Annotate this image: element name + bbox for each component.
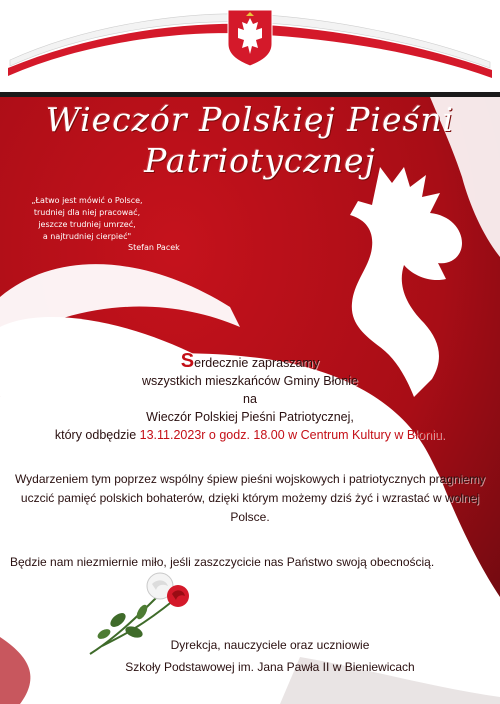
title-line-2: Patriotycznej: [144, 141, 376, 180]
quote-line: a najtrudniej cierpieć": [42, 232, 132, 241]
signature-line-2: Szkoły Podstawowej im. Jana Pawła II w Bieniewicach: [125, 660, 415, 674]
quote-line: jeszcze trudniej umrzeć,: [38, 220, 136, 229]
quote: [12, 195, 162, 243]
invitation: [0, 352, 500, 444]
signature-line-1: Dyrekcja, nauczyciele oraz uczniowie: [170, 638, 370, 652]
title-line-1: Wieczór Polskiej Pieśni: [45, 100, 455, 139]
invitation-line-2: wszystkich mieszkańców Gminy Błonie: [141, 374, 359, 388]
drop-cap: S: [180, 350, 195, 372]
event-date: 13.11.2023r o godz. 18.00 w Centrum Kultury w Błoniu.: [139, 428, 446, 442]
flag-ribbon: [0, 0, 500, 92]
quote-line: trudniej dla niej pracować,: [33, 208, 141, 217]
quote-line: „Łatwo jest mówić o Polsce,: [31, 196, 143, 205]
quote-author: Stefan Pacek: [128, 243, 180, 252]
invitation-line-4: Wieczór Polskiej Pieśni Patriotycznej,: [146, 410, 354, 424]
invitation-text: erdecznie zapraszamy: [194, 356, 320, 370]
invitation-line-5: [0, 426, 500, 444]
invitation-line-1: [0, 352, 500, 372]
signature: [70, 634, 470, 678]
polish-eagle-emblem: [228, 10, 272, 66]
header-band: [0, 0, 500, 92]
invitation-line-3: na: [243, 392, 257, 406]
paragraph-purpose: Wydarzeniem tym poprzez wspólny śpiew pieśni wojskowych i patriotycznych pragniemy uczcić pamięć polskich bohaterów, dzięki którym możemy dziś żyć i wzrastać w wolnej Polsce.: [14, 472, 486, 524]
invitation-text: który odbędzie: [54, 428, 140, 442]
paragraph-closing: Będzie nam niezmiernie miło, jeśli zaszczycicie nas Państwo swoją obecnością.: [10, 555, 435, 569]
